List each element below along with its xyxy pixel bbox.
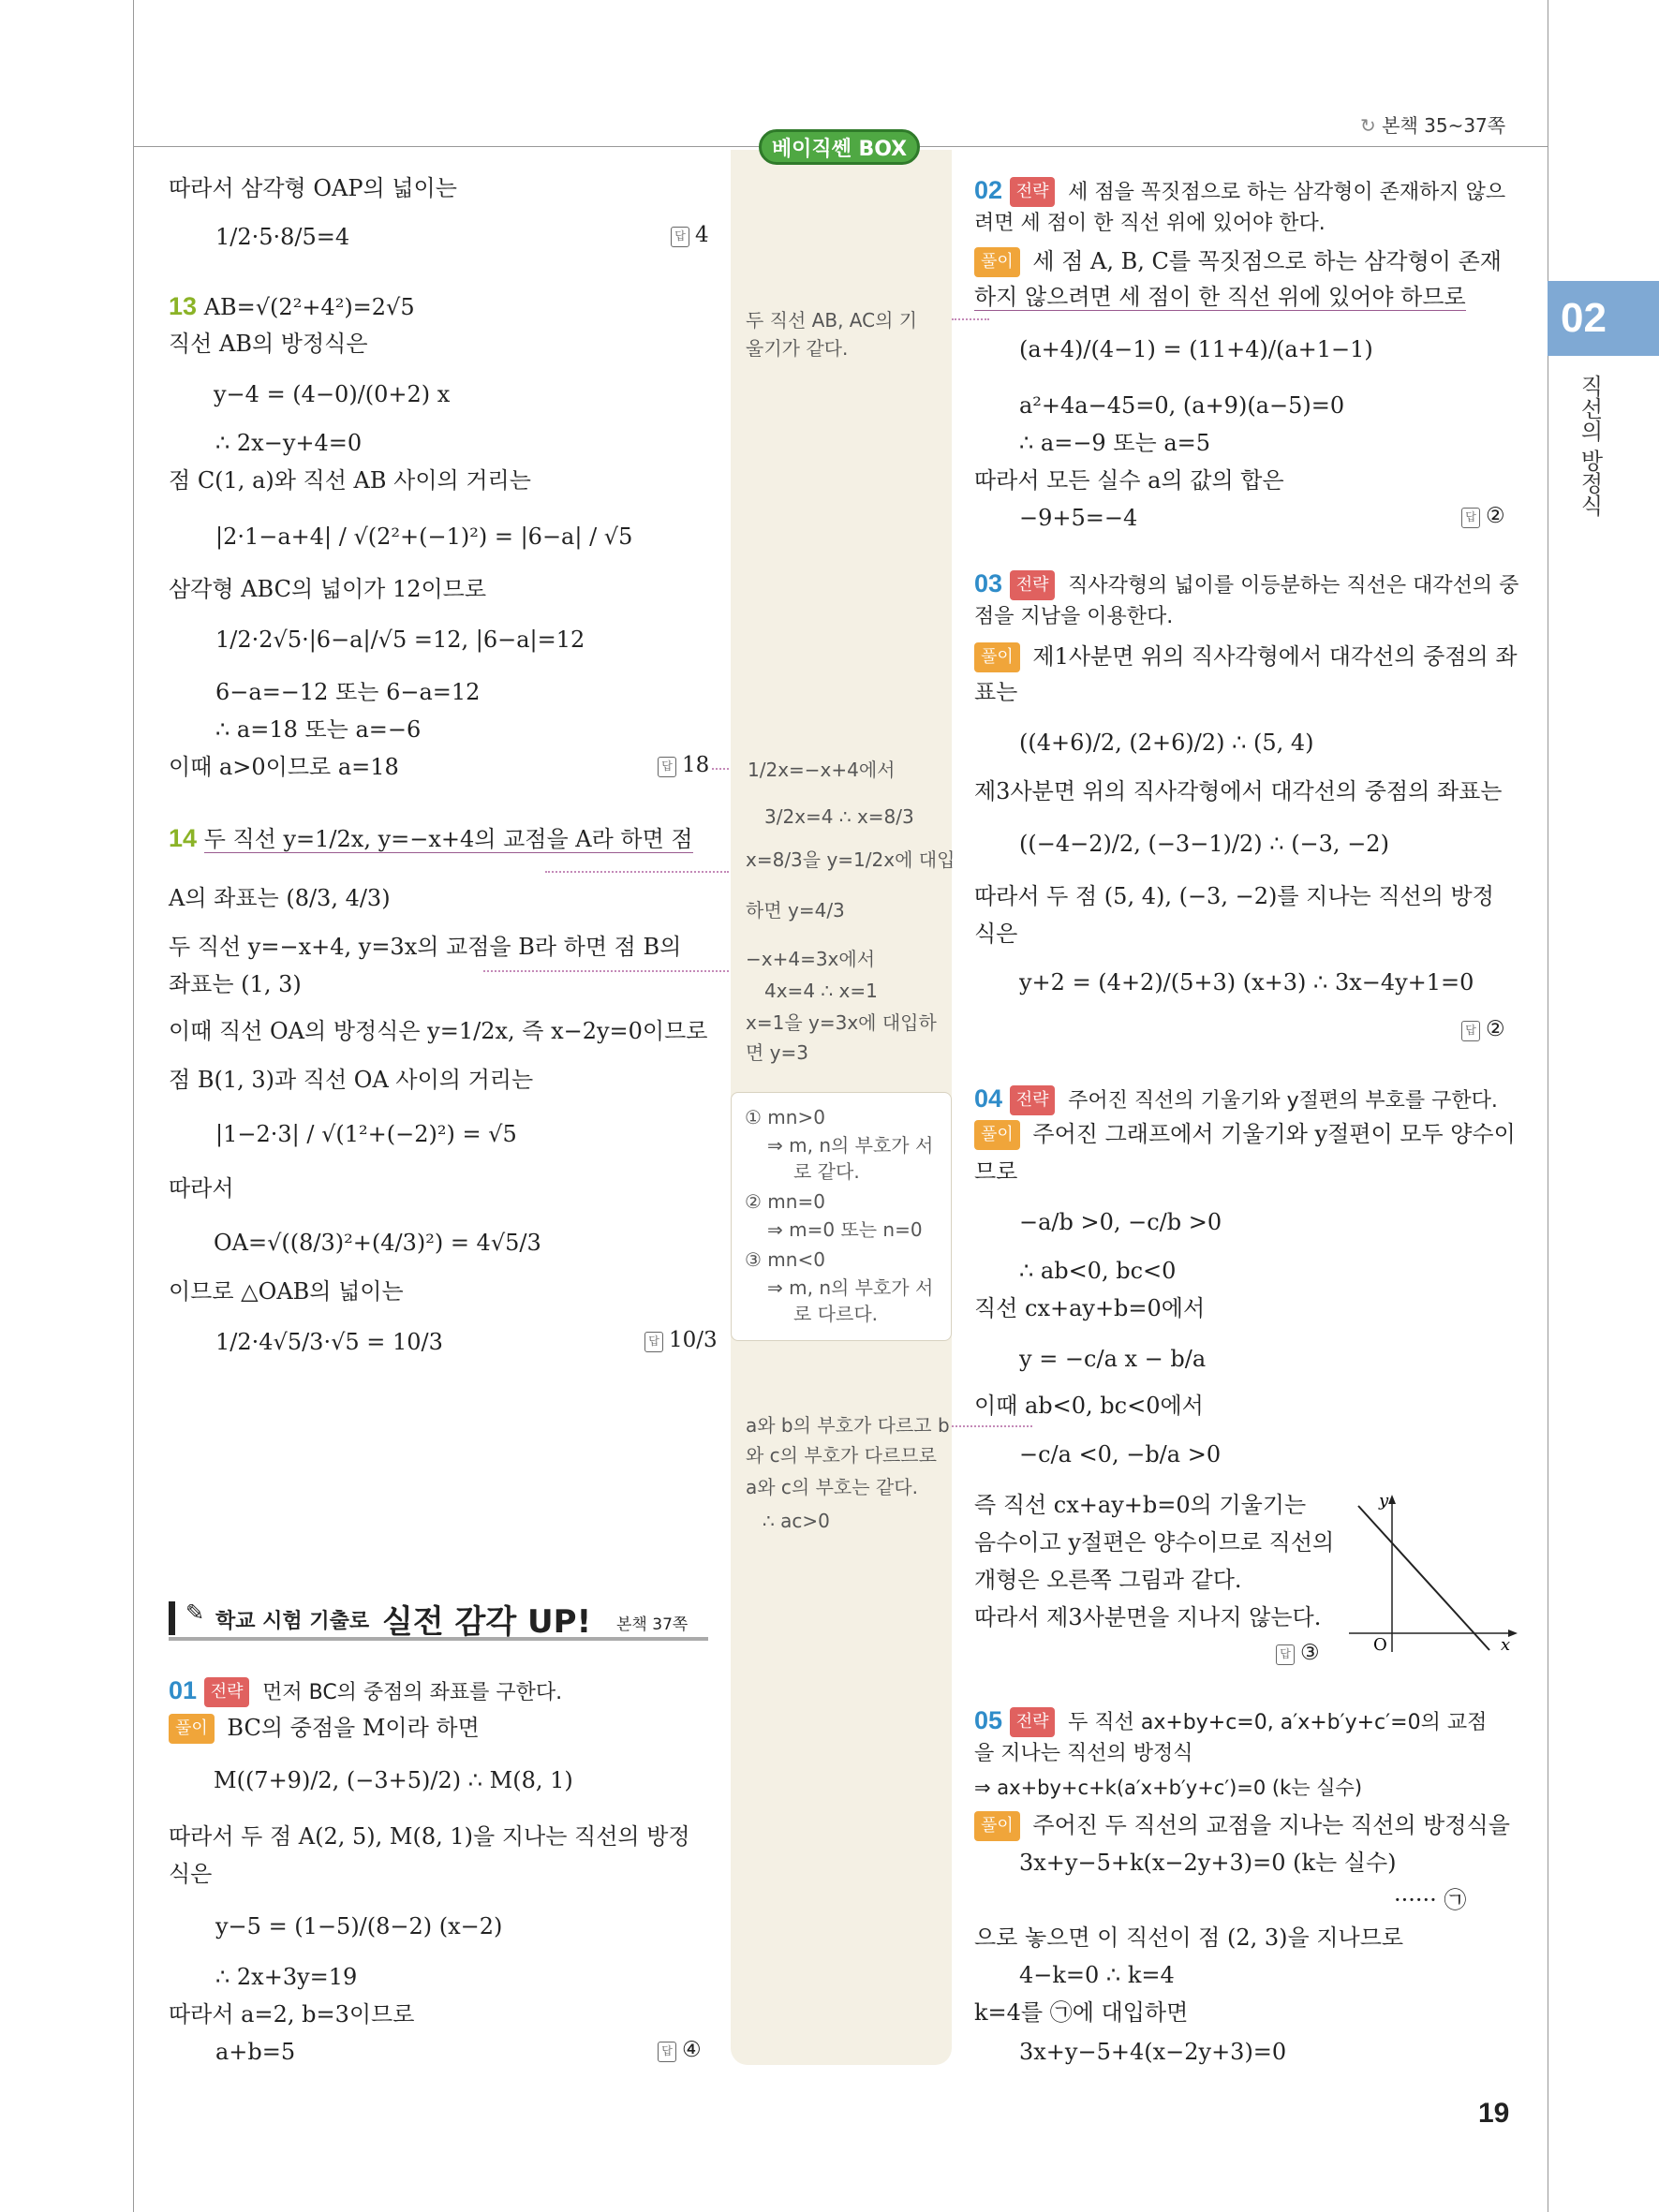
q14-line: 14 두 직선 y=1/2x, y=−x+4의 교점을 A라 하면 점	[169, 824, 693, 852]
text-line: 직선 cx+ay+b=0에서	[974, 1295, 1206, 1321]
text-line: 이때 ab<0, bc<0에서	[974, 1393, 1204, 1419]
strategy-text: ⇒ ax+by+c+k(a′x+b′y+c′)=0 (k는 실수)	[974, 1777, 1363, 1799]
answer-mark: 답	[1461, 508, 1480, 528]
strategy-tag: 전략	[1010, 1707, 1056, 1737]
math-line: 1/2·5·8/5=4	[215, 224, 350, 250]
side-note: 면 y=3	[746, 1041, 808, 1064]
side-note: ∴ ac>0	[763, 1510, 830, 1532]
answer-mark: 답	[658, 2042, 676, 2062]
strategy-tag: 전략	[1010, 177, 1056, 207]
text-line: 따라서	[169, 1175, 234, 1202]
connector-line	[545, 871, 729, 873]
math-line: −a/b >0, −c/b >0	[1019, 1209, 1222, 1235]
strategy-text: 점을 지남을 이용한다.	[974, 605, 1174, 628]
problem-number-01: 01	[169, 1676, 198, 1704]
answer-13: 답 18	[658, 753, 709, 777]
strategy-text: 을 지나는 직선의 방정식	[974, 1742, 1193, 1765]
q01-strategy-line: 01 전략 먼저 BC의 중점의 좌표를 구한다.	[169, 1676, 562, 1707]
q03-solution-line: 풀이 제1사분면 위의 직사각형에서 대각선의 중점의 좌	[974, 642, 1518, 672]
math-line: ((4+6)/2, (2+6)/2) ∴ (5, 4)	[1019, 730, 1314, 756]
problem-number-05: 05	[974, 1706, 1003, 1734]
problem-number-13: 13	[169, 292, 198, 320]
origin-label: O	[1373, 1635, 1387, 1652]
math-line: 1/2·4√5/3·√5 = 10/3	[215, 1329, 443, 1355]
side-note: x=1을 y=3x에 대입하	[746, 1011, 937, 1034]
solution-tag: 풀이	[974, 247, 1020, 277]
side-note: 4x=4 ∴ x=1	[764, 980, 878, 1002]
problem-number-02: 02	[974, 176, 1003, 204]
refresh-icon: ↻	[1360, 114, 1376, 137]
math-line: ∴ a=18 또는 a=−6	[215, 716, 422, 743]
text-line: 식은	[974, 921, 1018, 947]
text-line: 으로 놓으면 이 직선이 점 (2, 3)을 지나므로	[974, 1924, 1404, 1951]
math-line: ······ ㉠	[1394, 1887, 1467, 1913]
text-line: 따라서 제3사분면을 지나지 않는다.	[974, 1604, 1322, 1630]
section-bar	[169, 1601, 175, 1635]
text-line: 따라서 두 점 (5, 4), (−3, −2)를 지나는 직선의 방정	[974, 883, 1494, 909]
text-line: 따라서 a=2, b=3이므로	[169, 2001, 415, 2028]
text-line: 즉 직선 cx+ay+b=0의 기울기는	[974, 1492, 1307, 1518]
math-line: ∴ ab<0, bc<0	[1019, 1258, 1177, 1284]
math-line: 3x+y−5+4(x−2y+3)=0	[1019, 2039, 1287, 2065]
answer-03: 답 ②	[1461, 1017, 1505, 1041]
math-line: ∴ 2x+3y=19	[215, 1964, 358, 1990]
q02-strategy-line: 02 전략 세 점을 꼭짓점으로 하는 삼각형이 존재하지 않으	[974, 176, 1505, 207]
text-line: 직선 AB의 방정식은	[169, 331, 368, 357]
answer-mark: 답	[1276, 1644, 1295, 1665]
axis-x-label: x	[1501, 1635, 1511, 1652]
math-line: ((−4−2)/2, (−3−1)/2) ∴ (−3, −2)	[1019, 831, 1389, 857]
q13-line: 13 AB=√(2²+4²)=2√5	[169, 292, 415, 320]
text-line: 하지 않으려면 세 점이 한 직선 위에 있어야 하므로	[974, 284, 1466, 310]
q05-strategy-line: 05 전략 두 직선 ax+by+c=0, a′x+b′y+c′=0의 교점	[974, 1706, 1487, 1737]
text-line: 이때 직선 OA의 방정식은 y=1/2x, 즉 x−2y=0이므로	[169, 1018, 708, 1044]
math-line: 3x+y−5+k(x−2y+3)=0 (k는 실수)	[1019, 1850, 1397, 1876]
text-line: 따라서 두 점 A(2, 5), M(8, 1)을 지나는 직선의 방정	[169, 1823, 690, 1850]
problem-number-03: 03	[974, 569, 1003, 597]
basic-box-label: 베이직쎈 BOX	[759, 129, 920, 165]
text-line: 점 B(1, 3)과 직선 OA 사이의 거리는	[169, 1067, 534, 1093]
math-line: 6−a=−12 또는 6−a=12	[215, 679, 481, 705]
math-line: y−4 = (4−0)/(0+2) x	[214, 381, 451, 407]
q05-solution-line: 풀이 주어진 두 직선의 교점을 지나는 직선의 방정식을	[974, 1811, 1510, 1841]
q02-solution-line: 풀이 세 점 A, B, C를 꼭짓점으로 하는 삼각형이 존재	[974, 247, 1502, 277]
side-note: 울기가 같다.	[746, 337, 849, 360]
math-line: y−5 = (1−5)/(8−2) (x−2)	[215, 1913, 503, 1939]
strategy-tag: 전략	[204, 1677, 250, 1707]
text-line: A의 좌표는 (8/3, 4/3)	[169, 885, 391, 911]
text-line: 개형은 오른쪽 그림과 같다.	[974, 1567, 1242, 1593]
math-line: |1−2·3| / √(1²+(−2)²) = √5	[215, 1121, 517, 1147]
answer-mark: 답	[1461, 1021, 1480, 1041]
math-line: ∴ a=−9 또는 a=5	[1019, 430, 1211, 456]
y-axis-arrow	[1388, 1495, 1396, 1504]
chapter-title: 직선의 방정식	[1577, 375, 1603, 517]
text-line: 좌표는 (1, 3)	[169, 971, 302, 997]
math-line: y = −c/a x − b/a	[1019, 1346, 1207, 1372]
answer-02: 답 ②	[1461, 504, 1505, 528]
pencil-icon: ✎	[185, 1600, 205, 1626]
side-note: 3/2x=4 ∴ x=8/3	[764, 805, 914, 828]
text-line: k=4를 ㉠에 대입하면	[974, 1999, 1189, 2026]
answer-12: 답 4	[671, 223, 709, 247]
q04-strategy-line: 04 전략 주어진 직선의 기울기와 y절편의 부호를 구한다.	[974, 1084, 1498, 1115]
strategy-text: 려면 세 점이 한 직선 위에 있어야 한다.	[974, 212, 1326, 235]
math-line: a+b=5	[215, 2039, 296, 2065]
side-note: 하면 y=4/3	[746, 899, 845, 922]
math-line: 4−k=0 ∴ k=4	[1019, 1962, 1175, 1988]
text-line: 이므로 △OAB의 넓이는	[169, 1278, 404, 1305]
q01-solution-line: 풀이 BC의 중점을 M이라 하면	[169, 1714, 480, 1744]
connector-line	[952, 318, 989, 320]
text-line: 표는	[974, 679, 1018, 705]
side-note: 1/2x=−x+4에서	[748, 759, 896, 781]
text-line: 따라서 모든 실수 a의 값의 합은	[974, 467, 1284, 494]
section-title-big: 실전 감각 UP!	[382, 1603, 592, 1641]
answer-mark: 답	[644, 1332, 663, 1352]
section-header	[169, 1596, 708, 1641]
problem-number-04: 04	[974, 1084, 1003, 1113]
solution-tag: 풀이	[974, 642, 1020, 672]
answer-mark: 답	[671, 227, 689, 247]
text-line: 므로	[974, 1158, 1018, 1185]
math-line: OA=√((8/3)²+(4/3)²) = 4√5/3	[214, 1230, 541, 1256]
math-line: (a+4)/(4−1) = (11+4)/(a+1−1)	[1019, 336, 1373, 362]
math-line: a²+4a−45=0, (a+9)(a−5)=0	[1019, 392, 1345, 419]
math-line: M((7+9)/2, (−3+5)/2) ∴ M(8, 1)	[214, 1767, 573, 1793]
chapter-tab: 02	[1548, 281, 1659, 356]
side-note: x=8/3을 y=1/2x에 대입	[746, 848, 955, 871]
side-note: 두 직선 AB, AC의 기	[746, 309, 918, 332]
answer-mark: 답	[658, 757, 676, 777]
q03-strategy-line: 03 전략 직사각형의 넓이를 이등분하는 직선은 대각선의 중	[974, 569, 1518, 600]
text-line: 제3사분면 위의 직사각형에서 대각선의 중점의 좌표는	[974, 778, 1503, 804]
solution-tag: 풀이	[974, 1120, 1020, 1150]
axis-y-label: y	[1379, 1493, 1389, 1511]
text-line: 이때 a>0이므로 a=18	[169, 754, 399, 780]
solution-tag: 풀이	[169, 1714, 215, 1744]
side-note: 와 c의 부호가 다르므로	[746, 1444, 937, 1467]
text-line: 점 C(1, a)와 직선 AB 사이의 거리는	[169, 467, 531, 494]
left-border	[133, 0, 134, 2212]
q04-solution-line: 풀이 주어진 그래프에서 기울기와 y절편이 모두 양수이	[974, 1120, 1516, 1150]
side-note: a와 c의 부호는 같다.	[746, 1476, 918, 1498]
connector-line	[483, 970, 729, 972]
answer-04: 답 ③	[1276, 1641, 1320, 1665]
section-title-small: 학교 시험 기출로	[215, 1610, 370, 1633]
text-line: 음수이고 y절편은 양수이므로 직선의	[974, 1529, 1335, 1556]
page-number: 19	[1478, 2098, 1510, 2129]
connector-line	[952, 1425, 1032, 1427]
answer-01: 답 ④	[658, 2038, 702, 2062]
section-ref: 본책 37쪽	[616, 1615, 689, 1634]
header-ref: ↻ 본책 35~37쪽	[1360, 114, 1506, 137]
problem-number-14: 14	[169, 824, 198, 852]
math-line: y+2 = (4+2)/(5+3) (x+3) ∴ 3x−4y+1=0	[1019, 969, 1474, 995]
solution-tag: 풀이	[974, 1811, 1020, 1841]
math-line: −c/a <0, −b/a >0	[1019, 1441, 1222, 1467]
graph-line	[1358, 1506, 1489, 1650]
strategy-tag: 전략	[1010, 1085, 1056, 1115]
math-line: |2·1−a+4| / √(2²+(−1)²) = |6−a| / √5	[215, 524, 633, 550]
text-line: 식은	[169, 1861, 213, 1887]
line-graph	[1349, 1493, 1518, 1652]
side-note: a와 b의 부호가 다르고 b	[746, 1414, 950, 1437]
sign-rule-box: ① mn>0 ⇒ m, n의 부호가 서 로 같다. ② mn=0 ⇒ m=0 또는 n=0 ③ mn<0 ⇒ m, n의 부호가 서 로 다르다.	[731, 1092, 952, 1341]
math-line: −9+5=−4	[1019, 505, 1138, 531]
strategy-tag: 전략	[1010, 570, 1056, 600]
text-line: 삼각형 ABC의 넓이가 12이므로	[169, 576, 487, 602]
math-line: 1/2·2√5·|6−a|/√5 =12, |6−a|=12	[215, 627, 585, 653]
side-note: −x+4=3x에서	[746, 948, 876, 970]
text-line: 따라서 삼각형 OAP의 넓이는	[169, 175, 457, 201]
connector-line	[712, 768, 729, 770]
answer-14: 답 10/3	[644, 1328, 718, 1352]
text-line: 두 직선 y=−x+4, y=3x의 교점을 B라 하면 점 B의	[169, 934, 682, 960]
math-line: ∴ 2x−y+4=0	[215, 430, 363, 456]
